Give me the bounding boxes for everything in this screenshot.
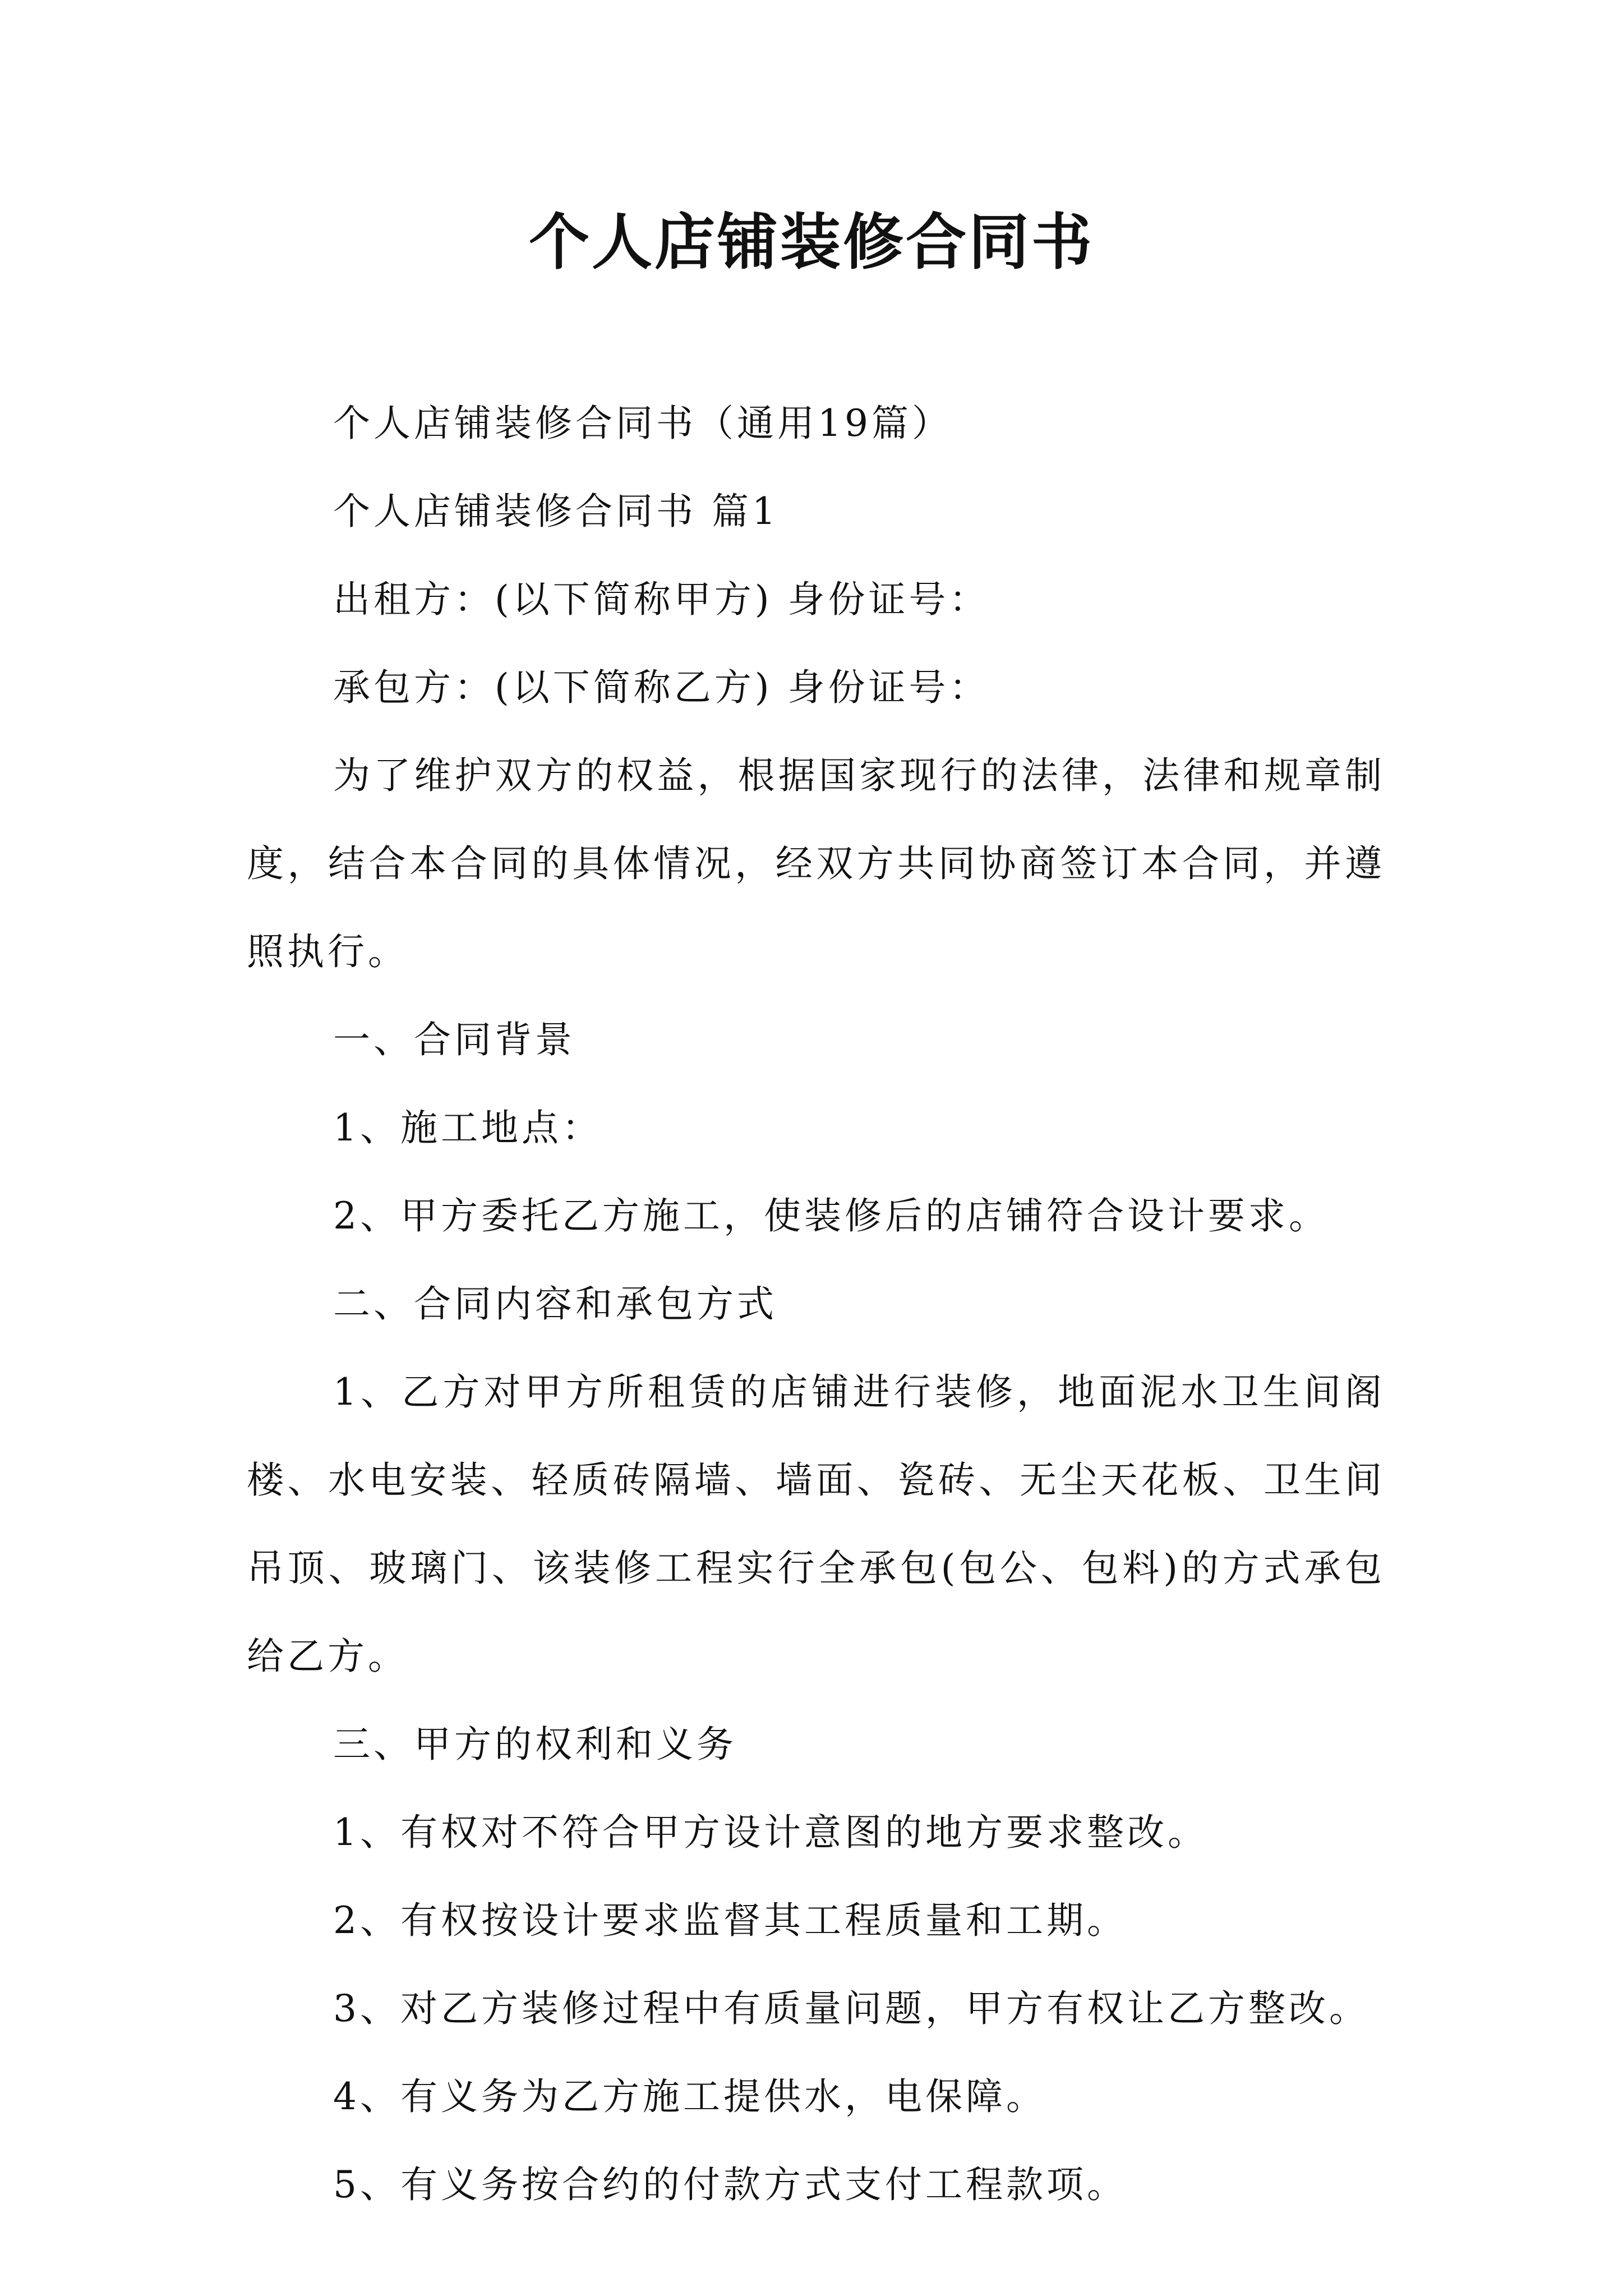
- clause-right-rectification: 1、有权对不符合甲方设计意图的地方要求整改。: [333, 1811, 1208, 1854]
- clause-scope-of-work: 1、乙方对甲方所租赁的店铺进行装修，地面泥水卫生间阁楼、水电安装、轻质砖隔墙、墙面、瓷砖、无尘天花板、卫生间吊顶、玻璃门、该装修工程实行全承包(包公、包料)的方式承包给乙方。: [247, 1370, 1385, 1678]
- section-heading-background: 一、合同背景: [333, 1018, 575, 1061]
- document-body: [247, 379, 1385, 2229]
- preamble-paragraph: 为了维护双方的权益，根据国家现行的法律，法律和规章制度，结合本合同的具体情况，经双方共同协商签订本合同，并遵照执行。: [247, 754, 1385, 973]
- document-subtitle: 个人店铺装修合同书（通用19篇）: [333, 402, 952, 445]
- contractor-line: 承包方：(以下简称乙方) 身份证号：: [333, 666, 990, 709]
- clause-construction-site: 1、施工地点：: [333, 1106, 602, 1149]
- section-heading-contract-content: 二、合同内容和承包方式: [333, 1282, 777, 1326]
- section-heading-party-a-rights: 三、甲方的权利和义务: [333, 1723, 737, 1766]
- clause-quality-issues: 3、对乙方装修过程中有质量问题，甲方有权让乙方整改。: [333, 1987, 1370, 2030]
- clause-design-requirements: 2、甲方委托乙方施工，使装修后的店铺符合设计要求。: [333, 1194, 1329, 1237]
- lessor-line: 出租方：(以下简称甲方) 身份证号：: [333, 578, 990, 621]
- document-title: 个人店铺装修合同书: [528, 207, 1094, 278]
- article-heading: 个人店铺装修合同书 篇1: [333, 490, 779, 533]
- clause-utilities-obligation: 4、有义务为乙方施工提供水，电保障。: [333, 2075, 1046, 2118]
- clause-right-supervision: 2、有权按设计要求监督其工程质量和工期。: [333, 1899, 1127, 1942]
- clause-payment-obligation: 5、有义务按合约的付款方式支付工程款项。: [333, 2163, 1127, 2206]
